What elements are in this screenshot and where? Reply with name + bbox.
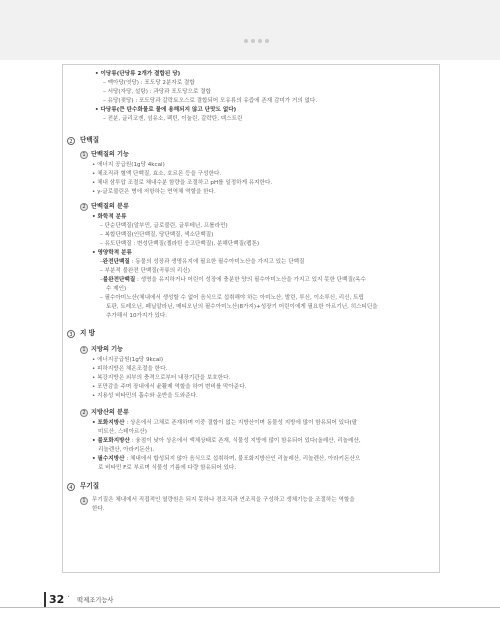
list-item: – 전분, 글리코겐, 섬유소, 펙틴, 이눌린, 갈락탄, 덱스트린	[103, 116, 243, 122]
list-item: – 유도단백질 : 변성단백질(젤라틴 응고단백질), 분해단백질(펩톤)	[100, 241, 260, 247]
footer-separator: ·	[67, 592, 71, 603]
list-item: • 포화지방산 : 상온에서 고체로 존재하며 이중 결합이 없는 지방산이며 동물성 지방에 많이 함유되어 있다(팔	[92, 420, 358, 426]
content-frame	[62, 64, 440, 573]
disaccharide-heading: • 이당류(단당류 2개가 결합된 당)	[95, 71, 181, 77]
subsection-title-fatty-acid-class: 지방산의 분류	[91, 409, 130, 416]
footer-rule	[0, 607, 500, 608]
list-item: • 에너지공급원(1g당 9kcal)	[92, 357, 164, 363]
term: 불완전단백질	[102, 277, 136, 283]
list-item-continued: 리놀렌산, 아라키돈산).	[98, 447, 155, 453]
term: • 포화지방산	[92, 420, 125, 426]
subsection-number: 1	[80, 497, 88, 505]
term: 완전단백질	[102, 259, 130, 265]
list-item: – 유당(젖당) : 포도당과 갈락토오스로 결합되어 모유류의 유즙에 존재 감미가 거의 없다.	[103, 98, 318, 104]
page-number: 32	[49, 593, 65, 606]
section-number: 3	[67, 330, 75, 338]
list-item: –완전단백질 : 동물의 성장과 생명유지에 필요한 필수아미노산을 가지고 있는 단백질	[100, 259, 305, 265]
book-title: 떡제조기능사	[77, 597, 114, 604]
list-item-continued: 수 제인)	[106, 286, 127, 292]
list-item: – 단순단백질(알부민, 글로불린, 글루테닌, 프롤라민)	[100, 223, 228, 229]
subsection-title-protein-function: 단백질의 기능	[91, 151, 130, 158]
list-item: • 지용성 비타민의 흡수와 운반을 도와준다.	[92, 393, 198, 399]
header-dots	[244, 39, 269, 43]
section-number: 2	[67, 137, 75, 145]
chemical-class-heading: • 화학적 분류	[92, 214, 127, 220]
nutrition-class-heading: • 영양학적 분류	[92, 250, 132, 256]
paragraph-continued: 한다.	[92, 506, 105, 512]
list-item: • 복강지방은 외부의 충격으로부터 내장기관을 보호한다.	[92, 375, 231, 381]
list-item: • 불포화지방산 : 융점이 낮아 상온에서 액체상태로 존재, 식물성 지방에 많이 함유되어 있다(올레산, 리놀레산,	[92, 438, 361, 444]
list-item: – 복합단백질(인단백질, 당단백질, 색소단백질)	[100, 232, 214, 238]
top-header-band	[0, 0, 500, 60]
term: • 불포화지방산	[92, 438, 130, 444]
list-item: • 체내 삼투압 조절로 체내수분 함량을 조절하고 pH를 일정하게 유지한다.	[92, 180, 273, 186]
list-item: • 체조직과 혈액 단백질, 효소, 호르몬 등을 구성한다.	[92, 171, 222, 177]
section-title-fat: 지 방	[80, 329, 96, 337]
section-number: 4	[67, 483, 75, 491]
list-item: • 포만감을 주며 장내에서 윤활제 역할을 하여 변비를 막아준다.	[92, 384, 247, 390]
section-title-protein: 단백질	[80, 136, 100, 144]
subsection-number: 2	[80, 203, 88, 211]
list-item-continued: 로 비타민 F로 부르며 식물성 기름에 다량 함유되어 있다.	[98, 465, 237, 471]
list-item-continued: 토판, 트레오닌, 페닐알라닌, 메티오닌의 필수아미노산(8가지)+성장기 어린이에게 필요한 아르기닌, 히스티딘을	[106, 304, 378, 310]
list-item: • 필수지방산 : 체내에서 합성되지 않아 음식으로 섭취하며, 불포화지방산인 리놀레산, 리놀렌산, 아라키돈산으	[92, 456, 361, 462]
list-item-continued: 미트산, 스테아르산)	[98, 429, 147, 435]
list-item: – 서당(자당, 설탕) : 과당과 포도당으로 결합	[103, 89, 211, 95]
paragraph: 무기질은 체내에서 직접적인 열량원은 되지 못하나 경조직과 연조직을 구성하고 생체기능을 조절하는 역할을	[92, 497, 355, 503]
page-body	[63, 65, 439, 572]
footer-accent-bar	[44, 592, 46, 607]
list-item: – 맥아당(엿당) : 포도당 2분자로 결합	[103, 80, 195, 86]
section-title-mineral: 무기질	[80, 482, 100, 490]
polysaccharide-heading: • 다당류(큰 탄수화물로 물에 용해되지 않고 단맛도 없다)	[95, 107, 237, 113]
subsection-number: 1	[80, 151, 88, 159]
list-item: • 피하지방은 체온조절을 한다.	[92, 366, 168, 372]
list-item: – 필수아미노산(체내에서 생성할 수 없어 음식으로 섭취해야 하는 아미노산, 발린, 루신, 이소루신, 리신, 트립	[100, 295, 364, 301]
list-item-continued: 추가해서 10가지가 있다.	[106, 313, 168, 319]
subsection-title-fat-function: 지방의 기능	[91, 346, 124, 353]
subsection-number: 2	[80, 409, 88, 417]
term: • 필수지방산	[92, 456, 125, 462]
list-item: –불완전단백질 : 생명을 유지하거나 어린이 성장에 충분한 양의 필수아미노산을 가지고 있지 못한 단백질(옥수	[100, 277, 366, 283]
list-item: • γ-글로불린은 병에 저항하는 면역체 역할을 한다.	[92, 189, 216, 195]
list-item: – 부분적 불완전 단백질(곡류의 리신)	[100, 268, 190, 274]
subsection-number: 1	[80, 346, 88, 354]
subsection-title-protein-class: 단백질의 분류	[91, 203, 130, 210]
list-item: • 에너지 공급원(1g당 4kcal)	[92, 162, 165, 168]
